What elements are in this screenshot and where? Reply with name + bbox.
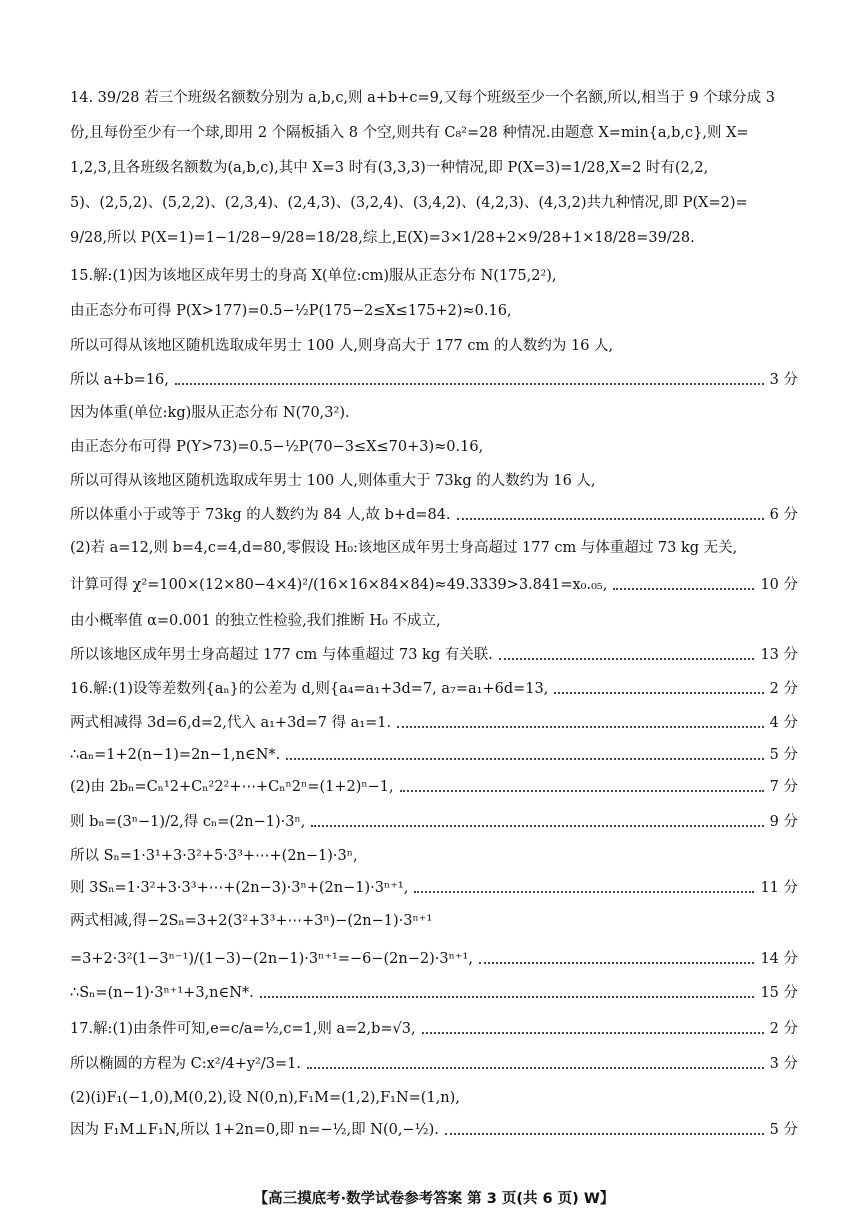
dot-leader	[286, 745, 763, 760]
score-points: 13 分	[760, 647, 798, 663]
page-footer: 【高三摸底考·数学试卷参考答案 第 3 页(共 6 页) W】	[253, 1191, 615, 1207]
answer-line	[70, 193, 798, 213]
dot-leader	[554, 679, 763, 694]
score-points: 15 分	[760, 985, 798, 1001]
answer-line-text: 因为体重(单位:kg)服从正态分布 N(70,3²).	[70, 405, 350, 421]
answer-line	[70, 575, 798, 595]
answer-line-text: 5)、(2,5,2)、(5,2,2)、(2,3,4)、(2,4,3)、(3,2,4)、(3,4,2)、(4,2,3)、(4,3,2)共九种情况,即 P(X=2)=	[70, 195, 748, 211]
answer-line	[70, 437, 798, 457]
score-points: 14 分	[760, 951, 798, 967]
answer-line	[70, 745, 798, 765]
answer-line	[70, 645, 798, 665]
answer-line	[70, 336, 798, 356]
answer-line-text: 由正态分布可得 P(X>177)=0.5−½P(175−2≤X≤175+2)≈0.16,	[70, 303, 512, 319]
answer-line-text: 17.解:(1)由条件可知,e=c/a=½,c=1,则 a=2,b=√3,	[70, 1021, 416, 1037]
answer-line	[70, 266, 798, 286]
answer-line	[70, 611, 798, 631]
answer-line-text: 由正态分布可得 P(Y>73)=0.5−½P(70−3≤X≤70+3)≈0.16,	[70, 439, 484, 455]
score-points: 2 分	[769, 1021, 798, 1037]
answer-line-text: 9/28,所以 P(X=1)=1−1/28−9/28=18/28,综上,E(X)=3×1/28+2×9/28+1×18/28=39/28.	[70, 230, 695, 246]
answer-line-text: 16.解:(1)设等差数列{aₙ}的公差为 d,则{a₄=a₁+3d=7, a₇=a₁+6d=13,	[70, 681, 549, 697]
answer-line-text: 则 bₙ=(3ⁿ−1)/2,得 cₙ=(2n−1)·3ⁿ,	[70, 814, 306, 830]
dot-leader	[400, 777, 764, 792]
answer-line	[70, 471, 798, 491]
answer-line	[70, 1019, 798, 1039]
answer-line	[70, 228, 798, 248]
answer-line	[70, 1120, 798, 1140]
answer-line-text: ∴aₙ=1+2(n−1)=2n−1,n∈N*.	[70, 747, 281, 763]
answer-line-text: 因为 F₁M⊥F₁N,所以 1+2n=0,即 n=−½,即 N(0,−½).	[70, 1122, 439, 1138]
answer-line-text: ∴Sₙ=(n−1)·3ⁿ⁺¹+3,n∈N*.	[70, 985, 254, 1001]
answer-line-text: 1,2,3,且各班级名额数为(a,b,c),其中 X=3 时有(3,3,3)一种情况,即 P(X=3)=1/28,X=2 时有(2,2,	[70, 160, 709, 176]
answer-line	[70, 878, 798, 898]
dot-leader	[414, 878, 754, 893]
answer-line	[70, 403, 798, 423]
score-points: 6 分	[769, 507, 798, 523]
answer-line-text: 所以该地区成年男士身高超过 177 cm 与体重超过 73 kg 有关联.	[70, 647, 493, 663]
score-points: 3 分	[769, 372, 798, 388]
answer-line-text: 两式相减得 3d=6,d=2,代入 a₁+3d=7 得 a₁=1.	[70, 715, 392, 731]
answer-line-text: (2)若 a=12,则 b=4,c=4,d=80,零假设 H₀:该地区成年男士身高超过 177 cm 与体重超过 73 kg 无关,	[70, 540, 738, 556]
answer-line-text: 两式相减,得−2Sₙ=3+2(3²+3³+⋯+3ⁿ)−(2n−1)·3ⁿ⁺¹	[70, 913, 433, 929]
answer-line-text: 计算可得 χ²=100×(12×80−4×4)²/(16×16×84×84)≈49.3339>3.841=x₀.₀₅,	[70, 577, 608, 593]
answer-line-text: 所以体重小于或等于 73kg 的人数约为 84 人,故 b+d=84.	[70, 507, 451, 523]
dot-leader	[499, 645, 755, 660]
dot-leader	[457, 505, 764, 520]
dot-leader	[397, 713, 764, 728]
score-points: 7 分	[769, 779, 798, 795]
dot-leader	[260, 983, 755, 998]
score-points: 11 分	[760, 880, 798, 896]
answer-line	[70, 949, 798, 969]
dot-leader	[422, 1019, 764, 1034]
answer-line	[70, 713, 798, 733]
dot-leader	[445, 1120, 764, 1135]
dot-leader	[311, 812, 763, 827]
answer-line-text: (2)由 2bₙ=Cₙ¹2+Cₙ²2²+⋯+Cₙⁿ2ⁿ=(1+2)ⁿ−1,	[70, 779, 394, 795]
score-points: 9 分	[769, 814, 798, 830]
answer-line-text: 所以可得从该地区随机选取成年男士 100 人,则体重大于 73kg 的人数约为 16 人,	[70, 473, 596, 489]
score-points: 2 分	[769, 681, 798, 697]
answer-line	[70, 812, 798, 832]
answer-line	[70, 983, 798, 1003]
answer-line	[70, 1054, 798, 1074]
answer-line	[70, 538, 798, 558]
answer-line-text: 所以椭圆的方程为 C:x²/4+y²/3=1.	[70, 1056, 301, 1072]
answer-line	[70, 158, 798, 178]
answer-line-text: 则 3Sₙ=1·3²+3·3³+⋯+(2n−3)·3ⁿ+(2n−1)·3ⁿ⁺¹,	[70, 880, 409, 896]
answer-line-text: (2)(ⅰ)F₁(−1,0),M(0,2),设 N(0,n),F₁M=(1,2),F₁N=(1,n),	[70, 1090, 460, 1106]
answer-line	[70, 505, 798, 525]
answer-line-text: =3+2·3²(1−3ⁿ⁻¹)/(1−3)−(2n−1)·3ⁿ⁺¹=−6−(2n−2)·3ⁿ⁺¹,	[70, 951, 473, 967]
answer-line-text: 所以 a+b=16,	[70, 372, 169, 388]
score-points: 3 分	[769, 1056, 798, 1072]
answer-line	[70, 301, 798, 321]
score-points: 10 分	[760, 577, 798, 593]
dot-leader	[613, 575, 754, 590]
score-points: 4 分	[769, 715, 798, 731]
answer-line	[70, 1088, 798, 1108]
score-points: 5 分	[769, 1122, 798, 1138]
answer-line	[70, 679, 798, 699]
answer-line-text: 份,且每份至少有一个球,即用 2 个隔板插入 8 个空,则共有 C₈²=28 种情况.由题意 X=min{a,b,c},则 X=	[70, 125, 749, 141]
answer-line-text: 由小概率值 α=0.001 的独立性检验,我们推断 H₀ 不成立,	[70, 613, 441, 629]
score-points: 5 分	[769, 747, 798, 763]
answer-line	[70, 123, 798, 143]
answer-line-text: 15.解:(1)因为该地区成年男士的身高 X(单位:cm)服从正态分布 N(175,2²),	[70, 268, 557, 284]
answer-line-text: 所以 Sₙ=1·3¹+3·3²+5·3³+⋯+(2n−1)·3ⁿ,	[70, 848, 358, 864]
dot-leader	[175, 370, 764, 385]
answer-line	[70, 370, 798, 390]
answer-line	[70, 88, 798, 108]
dot-leader	[479, 949, 755, 964]
answer-line-text: 所以可得从该地区随机选取成年男士 100 人,则身高大于 177 cm 的人数约为 16 人,	[70, 338, 614, 354]
answer-line	[70, 846, 798, 866]
answer-line-text: 14. 39/28 若三个班级名额数分别为 a,b,c,则 a+b+c=9,又每个班级至少一个名额,所以,相当于 9 个球分成 3	[70, 90, 775, 106]
dot-leader	[307, 1054, 764, 1069]
answer-line	[70, 777, 798, 797]
answer-line	[70, 911, 798, 931]
